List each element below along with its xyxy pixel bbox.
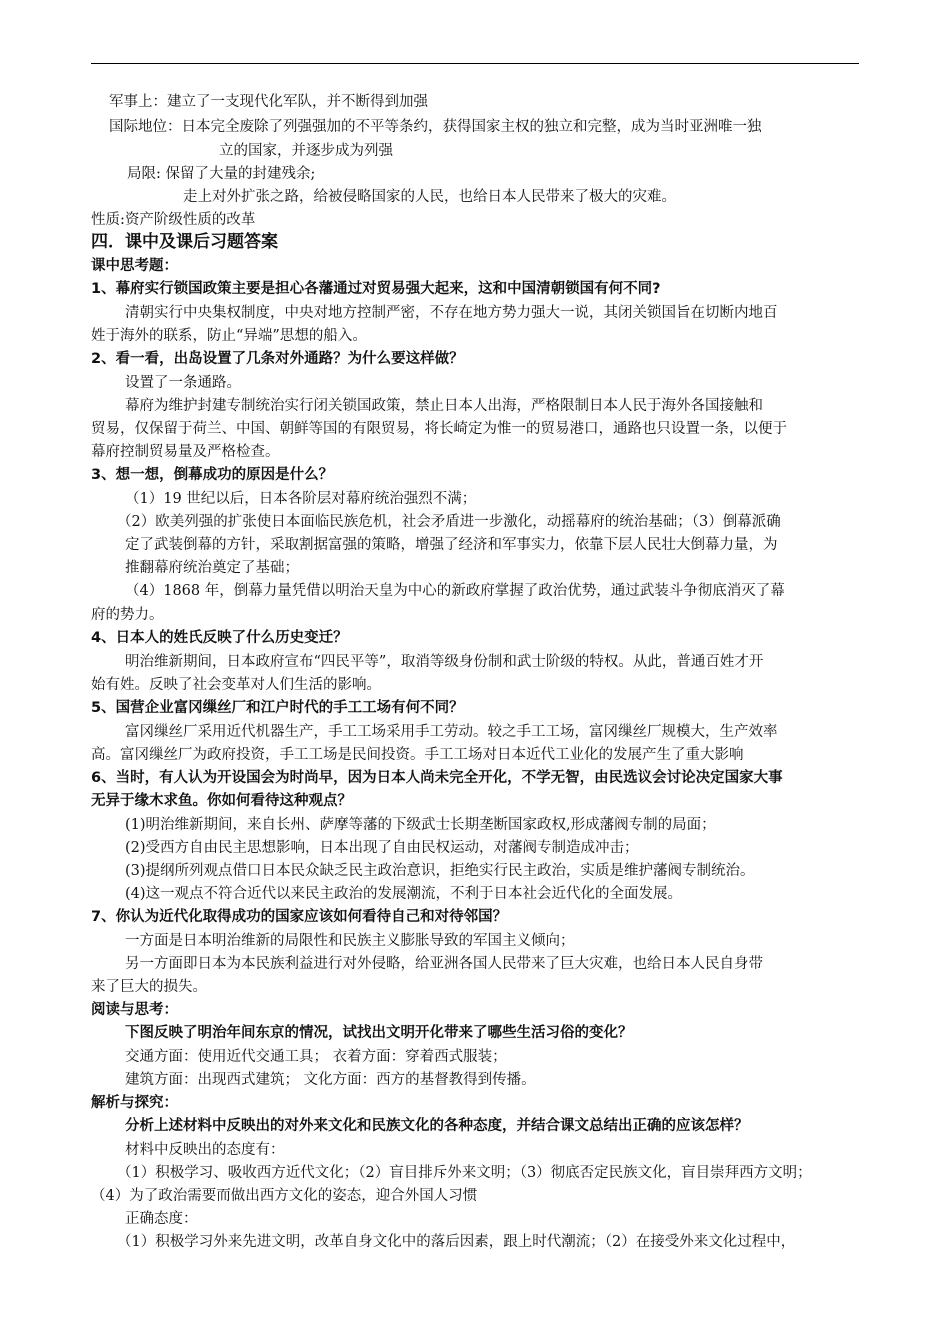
answer-line: （4）为了政治需要而做出西方文化的姿态，迎合外国人习惯 — [91, 1188, 478, 1204]
answer-line: 另一方面即日本为本民族利益进行对外侵略，给亚洲各国人民带来了巨大灾难，也给日本人民自身带 — [125, 956, 763, 972]
text-line: 国际地位：日本完全废除了列强强加的不平等条约，获得国家主权的独立和完整，成为当时亚洲唯一独 — [109, 119, 762, 135]
answer-line: (4)这一观点不符合近代以来民主政治的发展潮流，不利于日本社会近代化的全面发展。 — [125, 886, 683, 902]
subheading-analysis: 解析与探究： — [91, 1095, 178, 1111]
analysis-question: 分析上述材料中反映出的对外来文化和民族文化的各种态度，并结合课文总结出正确的应该怎样？ — [125, 1118, 749, 1134]
answer-line: （2）欧美列强的扩张使日本面临民族危机，社会矛盾进一步激化，动摇幕府的统治基础；（3）倒幕派确 — [117, 514, 781, 530]
answer-line: （1）积极学习外来先进文明，改革自身文化中的落后因素，跟上时代潮流；（2）在接受外来文化过程中， — [117, 1234, 796, 1250]
text-line: 军事上：建立了一支现代化军队，并不断得到加强 — [109, 94, 428, 110]
answer-line: （1）19 世纪以后，日本各阶层对幕府统治强烈不满； — [125, 491, 477, 507]
answer-line: 定了武装倒幕的方针，采取割据富强的策略，增强了经济和军事实力，依靠下层人民壮大倒幕力量，为 — [125, 537, 778, 553]
answer-line: 清朝实行中央集权制度，中央对地方控制严密，不存在地方势力强大一说，其闭关锁国旨在切断内地百 — [125, 305, 778, 321]
question-3: 3、想一想，倒幕成功的原因是什么？ — [91, 467, 334, 483]
text-line: 走上对外扩张之路，给被侵略国家的人民，也给日本人民带来了极大的灾难。 — [183, 189, 676, 205]
answer-line: (1)明治维新期间，来自长州、萨摩等藩的下级武士长期垄断国家政权,形成藩阀专制的局面； — [125, 817, 716, 833]
reading-question: 下图反映了明治年间东京的情况，试找出文明开化带来了哪些生活习俗的变化？ — [125, 1025, 633, 1041]
question-5: 5、国营企业富冈缫丝厂和江户时代的手工工场有何不同？ — [91, 700, 464, 716]
answer-line: 幕府为维护封建专制统治实行闭关锁国政策，禁止日本人出海，严格限制日本人民于海外各国接触和 — [125, 398, 763, 414]
answer-line: 富冈缫丝厂采用近代机器生产，手工工场采用手工劳动。较之手工工场，富冈缫丝厂规模大，生产效率 — [125, 724, 778, 740]
answer-line: 明治维新期间，日本政府宣布“四民平等”，取消等级身份制和武士阶级的特权。从此，普通百姓才开 — [125, 654, 764, 670]
question-4: 4、日本人的姓氏反映了什么历史变迁？ — [91, 630, 348, 646]
header-rule — [91, 63, 859, 64]
answer-line: 高。富冈缫丝厂为政府投资，手工工场是民间投资。手工工场对日本近代工业化的发展产生了重大影响 — [91, 747, 744, 763]
text-line: 局限: 保留了大量的封建残余; — [127, 166, 316, 182]
question-6-cont: 无异于缘木求鱼。你如何看待这种观点？ — [91, 793, 352, 809]
answer-line: 一方面是日本明治维新的局限性和民族主义膨胀导致的军国主义倾向； — [125, 933, 575, 949]
section-heading: 四．课中及课后习题答案 — [91, 232, 278, 252]
answer-line: 来了巨大的损失。 — [91, 979, 207, 995]
answer-line: 姓于海外的联系，防止“异端”思想的船入。 — [91, 328, 367, 344]
question-6: 6、当时，有人认为开设国会为时尚早，因为日本人尚未完全开化，不学无智，由民选议会讨论决定国家大事 — [91, 770, 783, 786]
answer-line: 设置了一条通路。 — [125, 375, 241, 391]
text-line: 立的国家，并逐步成为列强 — [219, 143, 393, 159]
subheading: 课中思考题： — [91, 258, 178, 274]
text-line: 性质:资产阶级性质的改革 — [91, 212, 256, 228]
answer-line: (3)提纲所列观点借口日本民众缺乏民主政治意识，拒绝实行民主政治，实质是维护藩阀专制统治。 — [125, 863, 755, 879]
answer-line: 府的势力。 — [91, 607, 164, 623]
answer-line: （4）1868 年，倒幕力量凭借以明治天皇为中心的新政府掌握了政治优势，通过武装斗争彻底消灭了幕 — [125, 583, 785, 599]
answer-line: 幕府控制贸易量及严格检查。 — [91, 444, 280, 460]
answer-line: 贸易，仅保留于荷兰、中国、朝鲜等国的有限贸易，将长崎定为惟一的贸易港口，通路也只设置一条，以便于 — [91, 421, 787, 437]
answer-line: 正确态度： — [125, 1211, 198, 1227]
answer-line: 材料中反映出的态度有： — [125, 1142, 285, 1158]
question-2: 2、看一看，出岛设置了几条对外通路？为什么要这样做？ — [91, 351, 464, 367]
answer-line: 交通方面：使用近代交通工具； 衣着方面：穿着西式服装； — [125, 1049, 507, 1065]
question-7: 7、你认为近代化取得成功的国家应该如何看待自己和对待邻国？ — [91, 909, 508, 925]
answer-line: 始有姓。反映了社会变革对人们生活的影响。 — [91, 677, 381, 693]
answer-line: 推翻幕府统治奠定了基础； — [125, 560, 299, 576]
answer-line: （1）积极学习、吸收西方近代文化；（2）盲目排斥外来文明；（3）彻底否定民族文化，盲目崇拜西方文明； — [117, 1165, 812, 1181]
question-1: 1、幕府实行锁国政策主要是担心各藩通过对贸易强大起来，这和中国清朝锁国有何不同? — [91, 281, 661, 297]
answer-line: 建筑方面：出现西式建筑； 文化方面：西方的基督教得到传播。 — [125, 1072, 536, 1088]
answer-line: (2)受西方自由民主思想影响，日本出现了自由民权运动，对藩阀专制造成冲击； — [125, 840, 639, 856]
subheading-reading: 阅读与思考： — [91, 1002, 178, 1018]
